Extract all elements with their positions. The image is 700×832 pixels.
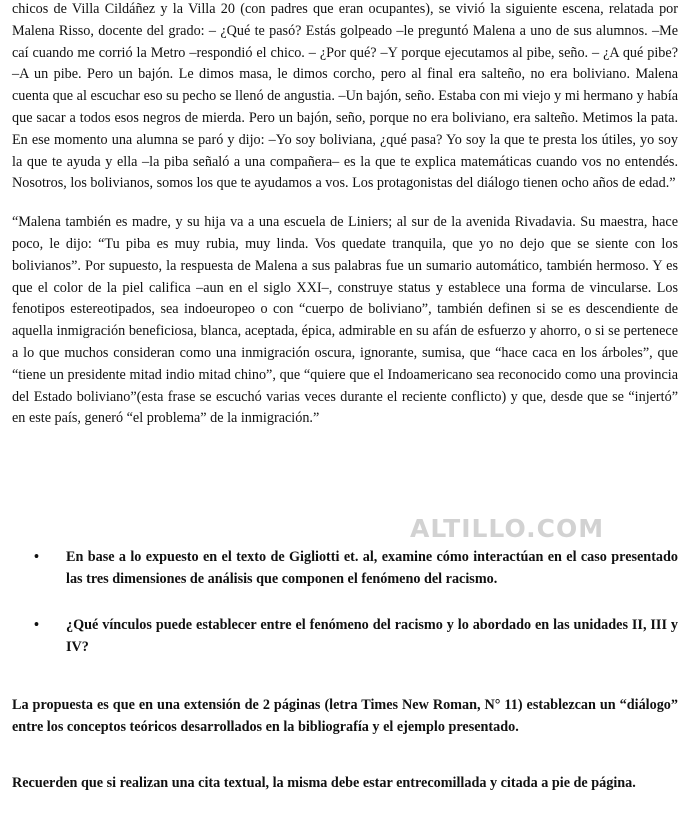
bullet-icon: •: [34, 617, 39, 633]
altillo-watermark: ALTILLO.COM: [410, 514, 605, 543]
question-list: [34, 546, 678, 658]
question-text-1: En base a lo expuesto en el texto de Gigliotti et. al, examine cómo interactúan en el caso presentado las tres dimensiones de análisis que componen el fenómeno del racismo.: [66, 549, 678, 587]
question-item-2: [34, 614, 678, 658]
instruction-extension: La propuesta es que en una extensión de 2 páginas (letra Times New Roman, N° 11) establezcan un “diálogo” entre los conceptos teóricos desarrollados en la bibliografía y el ejemplo presentado.: [12, 697, 678, 735]
bullet-icon: •: [34, 549, 39, 565]
quote-paragraph-1: chicos de Villa Cildáñez y la Villa 20 (con padres que eran ocupantes), se vivió la siguiente escena, relatada por Malena Risso, docente del grado: – ¿Qué te pasó? Estás golpeado –le preguntó Malena a uno de sus alumnos. –Me caí cuando me corrió la Metro –respondió el chico. – ¿Por qué? –Y porque ejecutamos al pibe, seño. – ¿A qué pibe? –A un pibe. Pero un bajón. Le dimos masa, le dimos corcho, pero al final era salteño, no era boliviano. Malena cuenta que al escuchar eso su pecho se llenó de angustia. –Un bajón, seño. Estaba con mi viejo y mi hermano y había que sacar a todos esos negros de mierda. Pero un bajón, seño, porque no era boliviano, era salteño. Metimos la pata. En ese momento una alumna se paró y dijo: –Yo soy boliviana, ¿qué pasa? Yo soy la que te presta los útiles, yo soy la que te ayuda y ella –la piba señaló a una compañera– es la que te explica matemáticas cuando vos no entendés. Nosotros, los bolivianos, somos los que te ayudamos a vos. Los protagonistas del diálogo tienen ocho años de edad.”: [12, 1, 678, 192]
document-page: [12, 0, 678, 430]
question-item-1: [34, 546, 678, 590]
quote-paragraph-2: “Malena también es madre, y su hija va a una escuela de Liniers; al sur de la avenida Rivadavia. Su maestra, hace poco, le dijo: “Tu piba es muy rubia, muy linda. Vos quedate tranquila, que yo no dejo que se siente con los bolivianos”. Por supuesto, la respuesta de Malena a sus palabras fue un sumario automático, también hermoso. Y es que el color de la piel califica –aun en el siglo XXI–, construye status y establece una forma de vincularse. Los fenotipos estereotipados, sea indoeuropeo o con “cuerpo de boliviano”, también definen si se es descendiente de aquella inmigración beneficiosa, blanca, aceptada, épica, admirable en su afán de esfuerzo y ahorro, o si se pertenece a lo que muchos consideran como una inmigración oscura, ignorante, sumisa, que “hace caca en los árboles”, que “tiene un presidente mitad indio mitad chino”, que “quiere que el Indoamericano sea reconocido como una provincia del Estado boliviano”(esta frase se escuchó varias veces durante el reciente conflicto) y que, desde que se “injertó” en este país, generó “el problema” de la inmigración.”: [12, 214, 678, 427]
question-text-2: ¿Qué vínculos puede establecer entre el fenómeno del racismo y lo abordado en las unidades II, III y IV?: [66, 617, 678, 655]
instruction-citation: Recuerden que si realizan una cita textual, la misma debe estar entrecomillada y citada a pie de página.: [12, 775, 636, 791]
